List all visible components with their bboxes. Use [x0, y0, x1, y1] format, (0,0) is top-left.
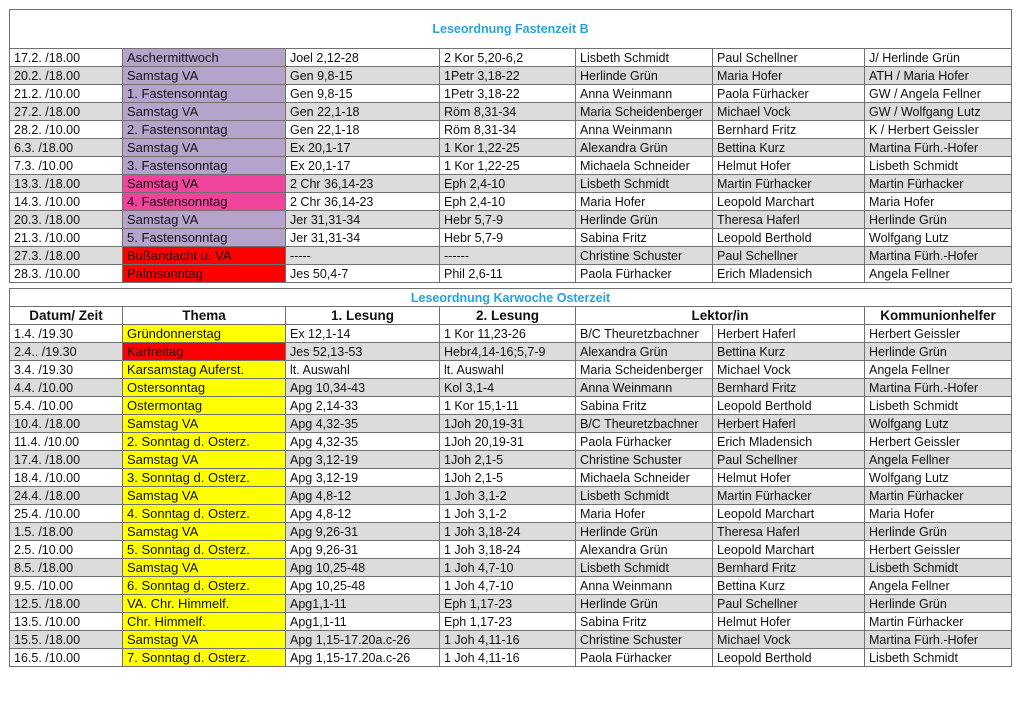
second-reading-cell: ------ — [440, 247, 576, 265]
lector-1-cell: Christine Schuster — [576, 631, 713, 649]
column-header-date: Datum/ Zeit — [10, 307, 123, 325]
first-reading-cell: ----- — [286, 247, 440, 265]
communion-helper-cell: GW / Angela Fellner — [865, 85, 1012, 103]
theme-cell: Samstag VA — [123, 487, 286, 505]
date-cell: 9.5. /10.00 — [10, 577, 123, 595]
lector-2-cell: Paola Fürhacker — [713, 85, 865, 103]
second-reading-cell: Hebr4,14-16;5,7-9 — [440, 343, 576, 361]
column-header-lector: Lektor/in — [576, 307, 865, 325]
lector-2-cell: Leopold Marchart — [713, 541, 865, 559]
second-reading-cell: 1Petr 3,18-22 — [440, 67, 576, 85]
theme-cell: 5. Fastensonntag — [123, 229, 286, 247]
theme-cell: Samstag VA — [123, 67, 286, 85]
communion-helper-cell: Martina Fürh.-Hofer — [865, 139, 1012, 157]
date-cell: 28.3. /10.00 — [10, 265, 123, 283]
communion-helper-cell: Martin Fürhacker — [865, 613, 1012, 631]
first-reading-cell: Joel 2,12-28 — [286, 49, 440, 67]
theme-cell: 2. Sonntag d. Osterz. — [123, 433, 286, 451]
date-cell: 28.2. /10.00 — [10, 121, 123, 139]
second-reading-cell: 1Petr 3,18-22 — [440, 85, 576, 103]
first-reading-cell: Jer 31,31-34 — [286, 229, 440, 247]
table-row — [10, 631, 1012, 649]
communion-helper-cell: Lisbeth Schmidt — [865, 157, 1012, 175]
date-cell: 10.4. /18.00 — [10, 415, 123, 433]
theme-cell: Karfreitag — [123, 343, 286, 361]
second-reading-cell: Eph 2,4-10 — [440, 175, 576, 193]
lector-1-cell: Maria Scheidenberger — [576, 361, 713, 379]
table-row — [10, 649, 1012, 667]
date-cell: 7.3. /10.00 — [10, 157, 123, 175]
second-reading-cell: 1 Joh 4,11-16 — [440, 649, 576, 667]
theme-cell: 6. Sonntag d. Osterz. — [123, 577, 286, 595]
date-cell: 16.5. /10.00 — [10, 649, 123, 667]
lector-1-cell: Maria Hofer — [576, 193, 713, 211]
communion-helper-cell: Lisbeth Schmidt — [865, 559, 1012, 577]
table-row — [10, 541, 1012, 559]
lector-1-cell: Paola Fürhacker — [576, 433, 713, 451]
lector-1-cell: B/C Theuretzbachner — [576, 325, 713, 343]
table-row — [10, 67, 1012, 85]
first-reading-cell: Gen 22,1-18 — [286, 103, 440, 121]
theme-cell: Samstag VA — [123, 451, 286, 469]
date-cell: 14.3. /10.00 — [10, 193, 123, 211]
lector-1-cell: Anna Weinmann — [576, 577, 713, 595]
second-reading-cell: Hebr 5,7-9 — [440, 211, 576, 229]
table-row — [10, 613, 1012, 631]
second-reading-cell: Röm 8,31-34 — [440, 121, 576, 139]
lector-2-cell: Theresa Haferl — [713, 523, 865, 541]
first-reading-cell: Apg 1,15-17.20a.c-26 — [286, 649, 440, 667]
date-cell: 21.3. /10.00 — [10, 229, 123, 247]
second-reading-cell: Kol 3,1-4 — [440, 379, 576, 397]
date-cell: 15.5. /18.00 — [10, 631, 123, 649]
table-row — [10, 433, 1012, 451]
column-header-second-reading: 2. Lesung — [440, 307, 576, 325]
table-row — [10, 577, 1012, 595]
lector-2-cell: Michael Vock — [713, 631, 865, 649]
lector-2-cell: Martin Fürhacker — [713, 487, 865, 505]
first-reading-cell: Apg 3,12-19 — [286, 469, 440, 487]
theme-cell: 3. Fastensonntag — [123, 157, 286, 175]
lector-1-cell: Paola Fürhacker — [576, 265, 713, 283]
table-row — [10, 523, 1012, 541]
table-row — [10, 469, 1012, 487]
theme-cell: VA. Chr. Himmelf. — [123, 595, 286, 613]
theme-cell: 1. Fastensonntag — [123, 85, 286, 103]
lector-1-cell: Christine Schuster — [576, 451, 713, 469]
lector-1-cell: Christine Schuster — [576, 247, 713, 265]
second-reading-cell: 2 Kor 5,20-6,2 — [440, 49, 576, 67]
communion-helper-cell: Angela Fellner — [865, 265, 1012, 283]
theme-cell: Samstag VA — [123, 175, 286, 193]
lector-1-cell: Lisbeth Schmidt — [576, 49, 713, 67]
first-reading-cell: Apg 9,26-31 — [286, 541, 440, 559]
lector-2-cell: Bernhard Fritz — [713, 121, 865, 139]
communion-helper-cell: GW / Wolfgang Lutz — [865, 103, 1012, 121]
lector-2-cell: Paul Schellner — [713, 595, 865, 613]
lector-1-cell: Maria Hofer — [576, 505, 713, 523]
lector-2-cell: Erich Mladensich — [713, 433, 865, 451]
lector-2-cell: Herbert Haferl — [713, 325, 865, 343]
second-reading-cell: 1 Joh 4,7-10 — [440, 577, 576, 595]
communion-helper-cell: Maria Hofer — [865, 505, 1012, 523]
communion-helper-cell: Martin Fürhacker — [865, 487, 1012, 505]
date-cell: 1.5. /18.00 — [10, 523, 123, 541]
communion-helper-cell: Wolfgang Lutz — [865, 229, 1012, 247]
theme-cell: Samstag VA — [123, 631, 286, 649]
first-reading-cell: Jer 31,31-34 — [286, 211, 440, 229]
lector-2-cell: Herbert Haferl — [713, 415, 865, 433]
theme-cell: 3. Sonntag d. Osterz. — [123, 469, 286, 487]
lector-2-cell: Paul Schellner — [713, 247, 865, 265]
table-row — [10, 139, 1012, 157]
lector-1-cell: Herlinde Grün — [576, 67, 713, 85]
communion-helper-cell: Martina Fürh.-Hofer — [865, 631, 1012, 649]
lector-1-cell: Anna Weinmann — [576, 121, 713, 139]
lector-1-cell: Anna Weinmann — [576, 379, 713, 397]
date-cell: 1.4. /19.30 — [10, 325, 123, 343]
first-reading-cell: lt. Auswahl — [286, 361, 440, 379]
table-row — [10, 559, 1012, 577]
first-reading-cell: Apg1,1-11 — [286, 613, 440, 631]
lector-1-cell: Herlinde Grün — [576, 595, 713, 613]
table-row — [10, 229, 1012, 247]
communion-helper-cell: Herlinde Grün — [865, 343, 1012, 361]
theme-cell: Samstag VA — [123, 103, 286, 121]
date-cell: 3.4. /19.30 — [10, 361, 123, 379]
communion-helper-cell: Angela Fellner — [865, 451, 1012, 469]
second-reading-cell: 1Joh 2,1-5 — [440, 451, 576, 469]
communion-helper-cell: Wolfgang Lutz — [865, 469, 1012, 487]
lector-2-cell: Leopold Marchart — [713, 505, 865, 523]
lector-1-cell: Paola Fürhacker — [576, 649, 713, 667]
theme-cell: 2. Fastensonntag — [123, 121, 286, 139]
lector-2-cell: Helmut Hofer — [713, 469, 865, 487]
second-reading-cell: 1 Joh 4,11-16 — [440, 631, 576, 649]
lector-2-cell: Michael Vock — [713, 361, 865, 379]
date-cell: 17.4. /18.00 — [10, 451, 123, 469]
theme-cell: Samstag VA — [123, 211, 286, 229]
communion-helper-cell: Lisbeth Schmidt — [865, 397, 1012, 415]
lector-2-cell: Paul Schellner — [713, 451, 865, 469]
table-row — [10, 343, 1012, 361]
communion-helper-cell: Herlinde Grün — [865, 523, 1012, 541]
table-row — [10, 595, 1012, 613]
first-reading-cell: Gen 9,8-15 — [286, 85, 440, 103]
table-row — [10, 121, 1012, 139]
table-row — [10, 379, 1012, 397]
lector-1-cell: Alexandra Grün — [576, 541, 713, 559]
lector-1-cell: Lisbeth Schmidt — [576, 559, 713, 577]
first-reading-cell: Apg 2,14-33 — [286, 397, 440, 415]
first-reading-cell: Ex 20,1-17 — [286, 139, 440, 157]
theme-cell: Palmsonntag — [123, 265, 286, 283]
lector-2-cell: Helmut Hofer — [713, 613, 865, 631]
date-cell: 27.2. /18.00 — [10, 103, 123, 121]
second-reading-cell: Hebr 5,7-9 — [440, 229, 576, 247]
column-header-theme: Thema — [123, 307, 286, 325]
theme-cell: 4. Fastensonntag — [123, 193, 286, 211]
date-cell: 4.4. /10.00 — [10, 379, 123, 397]
lector-1-cell: Alexandra Grün — [576, 139, 713, 157]
second-reading-cell: 1 Joh 3,18-24 — [440, 541, 576, 559]
theme-cell: Samstag VA — [123, 139, 286, 157]
first-reading-cell: 2 Chr 36,14-23 — [286, 193, 440, 211]
lector-1-cell: Michaela Schneider — [576, 157, 713, 175]
theme-cell: 4. Sonntag d. Osterz. — [123, 505, 286, 523]
table-row — [10, 103, 1012, 121]
first-reading-cell: Apg1,1-11 — [286, 595, 440, 613]
first-reading-cell: Ex 12,1-14 — [286, 325, 440, 343]
lector-1-cell: Alexandra Grün — [576, 343, 713, 361]
first-reading-cell: Apg 4,8-12 — [286, 487, 440, 505]
lector-2-cell: Leopold Berthold — [713, 397, 865, 415]
theme-cell: Gründonnerstag — [123, 325, 286, 343]
communion-helper-cell: Martina Fürh.-Hofer — [865, 379, 1012, 397]
communion-helper-cell: Lisbeth Schmidt — [865, 649, 1012, 667]
first-reading-cell: Apg 10,25-48 — [286, 577, 440, 595]
theme-cell: Bußandacht u. VA — [123, 247, 286, 265]
date-cell: 20.3. /18.00 — [10, 211, 123, 229]
theme-cell: Samstag VA — [123, 559, 286, 577]
table-row — [10, 49, 1012, 67]
second-reading-cell: 1 Kor 11,23-26 — [440, 325, 576, 343]
second-reading-cell: 1Joh 2,1-5 — [440, 469, 576, 487]
communion-helper-cell: Herlinde Grün — [865, 211, 1012, 229]
second-reading-cell: 1 Joh 3,1-2 — [440, 505, 576, 523]
theme-cell: Ostermontag — [123, 397, 286, 415]
lector-2-cell: Martin Fürhacker — [713, 175, 865, 193]
communion-helper-cell: Herlinde Grün — [865, 595, 1012, 613]
first-reading-cell: Gen 22,1-18 — [286, 121, 440, 139]
lector-1-cell: Lisbeth Schmidt — [576, 487, 713, 505]
lector-1-cell: Herlinde Grün — [576, 211, 713, 229]
first-reading-cell: Ex 20,1-17 — [286, 157, 440, 175]
communion-helper-cell: Angela Fellner — [865, 577, 1012, 595]
date-cell: 17.2. /18.00 — [10, 49, 123, 67]
date-cell: 12.5. /18.00 — [10, 595, 123, 613]
second-reading-cell: Eph 2,4-10 — [440, 193, 576, 211]
second-reading-cell: Eph 1,17-23 — [440, 613, 576, 631]
first-reading-cell: Apg 4,32-35 — [286, 433, 440, 451]
lector-2-cell: Bettina Kurz — [713, 577, 865, 595]
lector-2-cell: Bernhard Fritz — [713, 379, 865, 397]
table-row — [10, 361, 1012, 379]
lector-2-cell: Leopold Berthold — [713, 229, 865, 247]
first-reading-cell: Apg 4,32-35 — [286, 415, 440, 433]
date-cell: 11.4. /10.00 — [10, 433, 123, 451]
lector-1-cell: Sabina Fritz — [576, 229, 713, 247]
lector-1-cell: B/C Theuretzbachner — [576, 415, 713, 433]
second-reading-cell: Röm 8,31-34 — [440, 103, 576, 121]
table-row — [10, 325, 1012, 343]
date-cell: 24.4. /18.00 — [10, 487, 123, 505]
column-header-communion-helper: Kommunionhelfer — [865, 307, 1012, 325]
first-reading-cell: Apg 10,25-48 — [286, 559, 440, 577]
lector-2-cell: Bernhard Fritz — [713, 559, 865, 577]
lector-2-cell: Erich Mladensich — [713, 265, 865, 283]
date-cell: 13.5. /10.00 — [10, 613, 123, 631]
first-reading-cell: Apg 3,12-19 — [286, 451, 440, 469]
second-reading-cell: 1 Joh 3,18-24 — [440, 523, 576, 541]
theme-cell: Karsamstag Auferst. — [123, 361, 286, 379]
lector-2-cell: Leopold Berthold — [713, 649, 865, 667]
second-reading-cell: lt. Auswahl — [440, 361, 576, 379]
communion-helper-cell: ATH / Maria Hofer — [865, 67, 1012, 85]
communion-helper-cell: Herbert Geissler — [865, 433, 1012, 451]
second-reading-cell: 1 Kor 15,1-11 — [440, 397, 576, 415]
date-cell: 5.4. /10.00 — [10, 397, 123, 415]
date-cell: 27.3. /18.00 — [10, 247, 123, 265]
lector-2-cell: Paul Schellner — [713, 49, 865, 67]
second-reading-cell: 1Joh 20,19-31 — [440, 433, 576, 451]
date-cell: 6.3. /18.00 — [10, 139, 123, 157]
first-reading-cell: Gen 9,8-15 — [286, 67, 440, 85]
easter-reading-table — [9, 288, 1012, 667]
theme-cell: Chr. Himmelf. — [123, 613, 286, 631]
second-reading-cell: 1Joh 20,19-31 — [440, 415, 576, 433]
lector-2-cell: Helmut Hofer — [713, 157, 865, 175]
first-reading-cell: Apg 4,8-12 — [286, 505, 440, 523]
column-header-first-reading: 1. Lesung — [286, 307, 440, 325]
table-row — [10, 265, 1012, 283]
table-row — [10, 211, 1012, 229]
table-title: Leseordnung Fastenzeit B — [10, 10, 1012, 49]
lent-reading-table — [9, 9, 1012, 283]
second-reading-cell: 1 Kor 1,22-25 — [440, 139, 576, 157]
lector-2-cell: Michael Vock — [713, 103, 865, 121]
lector-1-cell: Michaela Schneider — [576, 469, 713, 487]
lector-1-cell: Herlinde Grün — [576, 523, 713, 541]
table-row — [10, 157, 1012, 175]
lector-2-cell: Bettina Kurz — [713, 139, 865, 157]
lector-2-cell: Leopold Marchart — [713, 193, 865, 211]
communion-helper-cell: Maria Hofer — [865, 193, 1012, 211]
communion-helper-cell: Herbert Geissler — [865, 325, 1012, 343]
communion-helper-cell: Angela Fellner — [865, 361, 1012, 379]
first-reading-cell: Jes 50,4-7 — [286, 265, 440, 283]
lector-1-cell: Maria Scheidenberger — [576, 103, 713, 121]
second-reading-cell: 1 Joh 3,1-2 — [440, 487, 576, 505]
table-row — [10, 175, 1012, 193]
table-row — [10, 451, 1012, 469]
date-cell: 25.4. /10.00 — [10, 505, 123, 523]
table-row — [10, 193, 1012, 211]
date-cell: 8.5. /18.00 — [10, 559, 123, 577]
theme-cell: Aschermittwoch — [123, 49, 286, 67]
first-reading-cell: Apg 1,15-17.20a.c-26 — [286, 631, 440, 649]
date-cell: 20.2. /18.00 — [10, 67, 123, 85]
second-reading-cell: Eph 1,17-23 — [440, 595, 576, 613]
table-row — [10, 487, 1012, 505]
theme-cell: Samstag VA — [123, 415, 286, 433]
date-cell: 18.4. /10.00 — [10, 469, 123, 487]
communion-helper-cell: Martina Fürh.-Hofer — [865, 247, 1012, 265]
lector-1-cell: Sabina Fritz — [576, 397, 713, 415]
first-reading-cell: Apg 10,34-43 — [286, 379, 440, 397]
first-reading-cell: Jes 52,13-53 — [286, 343, 440, 361]
communion-helper-cell: Martin Fürhacker — [865, 175, 1012, 193]
first-reading-cell: 2 Chr 36,14-23 — [286, 175, 440, 193]
theme-cell: 5. Sonntag d. Osterz. — [123, 541, 286, 559]
table-row — [10, 505, 1012, 523]
second-reading-cell: 1 Kor 1,22-25 — [440, 157, 576, 175]
date-cell: 13.3. /18.00 — [10, 175, 123, 193]
communion-helper-cell: K / Herbert Geissler — [865, 121, 1012, 139]
lector-2-cell: Maria Hofer — [713, 67, 865, 85]
table-row — [10, 85, 1012, 103]
communion-helper-cell: J/ Herlinde Grün — [865, 49, 1012, 67]
table-row — [10, 247, 1012, 265]
theme-cell: 7. Sonntag d. Osterz. — [123, 649, 286, 667]
first-reading-cell: Apg 9,26-31 — [286, 523, 440, 541]
lector-2-cell: Theresa Haferl — [713, 211, 865, 229]
lector-1-cell: Lisbeth Schmidt — [576, 175, 713, 193]
lector-1-cell: Anna Weinmann — [576, 85, 713, 103]
lector-2-cell: Bettina Kurz — [713, 343, 865, 361]
communion-helper-cell: Wolfgang Lutz — [865, 415, 1012, 433]
table-row — [10, 397, 1012, 415]
second-reading-cell: Phil 2,6-11 — [440, 265, 576, 283]
table-row — [10, 415, 1012, 433]
second-reading-cell: 1 Joh 4,7-10 — [440, 559, 576, 577]
table-title: Leseordnung Karwoche Osterzeit — [10, 289, 1012, 307]
theme-cell: Ostersonntag — [123, 379, 286, 397]
date-cell: 2.5. /10.00 — [10, 541, 123, 559]
date-cell: 2.4.. /19.30 — [10, 343, 123, 361]
lector-1-cell: Sabina Fritz — [576, 613, 713, 631]
date-cell: 21.2. /10.00 — [10, 85, 123, 103]
communion-helper-cell: Herbert Geissler — [865, 541, 1012, 559]
theme-cell: Samstag VA — [123, 523, 286, 541]
